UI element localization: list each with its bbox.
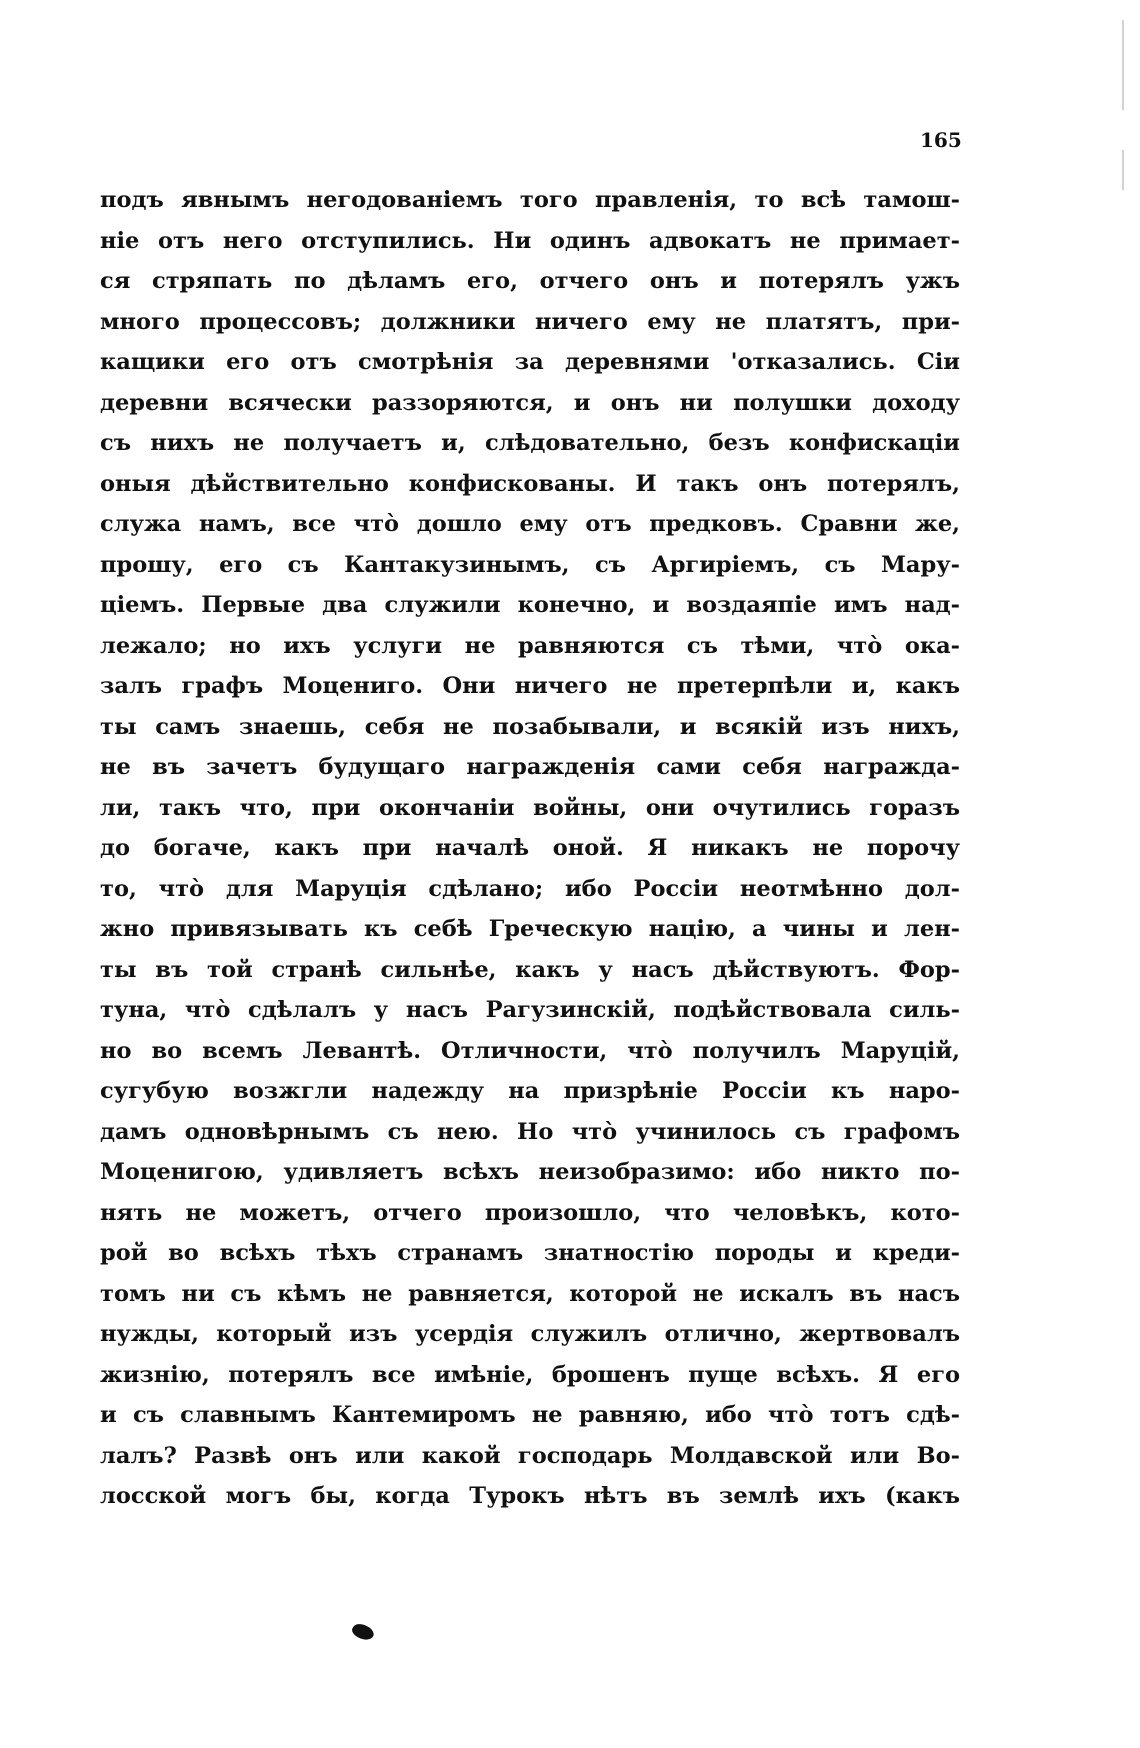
text-line: рой во всѣхъ тѣхъ странамъ знатностію породы и креди- bbox=[100, 1240, 960, 1266]
text-line: прошу, его съ Кантакузинымъ, съ Аргиріемъ, съ Мару- bbox=[100, 551, 960, 578]
body-text bbox=[100, 180, 960, 1517]
text-line: до богаче, какъ при началѣ оной. Я никакъ не порочу bbox=[100, 835, 960, 861]
text-line: сугубую возжгли надежду на призрѣніе Россіи къ наро- bbox=[100, 1078, 960, 1104]
text-line: залъ графъ Моцениго. Они ничего не претерпѣли и, какъ bbox=[100, 673, 960, 699]
text-line: съ нихъ не получаетъ и, слѣдовательно, безъ конфискаціи bbox=[100, 430, 960, 456]
page-number: 165 bbox=[920, 128, 962, 152]
text-line: не въ зачетъ будущаго награжденія сами себя награжда- bbox=[100, 754, 960, 780]
text-line: ціемъ. Первые два служили конечно, и воздаяпіе имъ над- bbox=[100, 592, 960, 618]
text-line: ся стряпать по дѣламъ его, отчего онъ и потерялъ ужъ bbox=[100, 268, 960, 294]
text-line: много процессовъ; должники ничего ему не платятъ, при- bbox=[100, 308, 960, 335]
text-line: подъ явнымъ негодованіемъ того правленія, то всѣ тамош- bbox=[100, 187, 960, 213]
text-line: ты самъ знаешь, себя не позабывали, и всякій изъ нихъ, bbox=[100, 713, 960, 740]
text-line: нужды, который изъ усердія служилъ отлично, жертвовалъ bbox=[100, 1321, 960, 1347]
text-line: жно привязывать къ себѣ Греческую націю, а чины и лен- bbox=[100, 916, 960, 942]
text-line: лалъ? Развѣ онъ или какой господарь Молдавской или Во- bbox=[100, 1442, 960, 1469]
text-line: оныя дѣйствительно конфискованы. И такъ онъ потерялъ, bbox=[100, 470, 960, 497]
text-line: лежало; но ихъ услуги не равняются съ тѣми, чтò ока- bbox=[100, 632, 960, 659]
text-line: и съ славнымъ Кантемиромъ не равняю, ибо чтò тотъ сдѣ- bbox=[100, 1402, 960, 1428]
text-line: то, чтò для Маруція сдѣлано; ибо Россіи неотмѣнно дол- bbox=[100, 875, 960, 902]
text-line: служа намъ, все чтò дошло ему отъ предковъ. Сравни же, bbox=[100, 511, 960, 537]
text-line: туна, чтò сдѣлалъ у насъ Рагузинскій, подѣйствовала силь- bbox=[100, 997, 960, 1023]
text-line: ли, такъ что, при окончаніи войны, они очутились горазъ bbox=[100, 794, 960, 821]
text-line: дамъ одновѣрнымъ съ нею. Но чтò учинилось съ графомъ bbox=[100, 1118, 960, 1145]
text-line: Моценигою, удивляетъ всѣхъ неизобразимо: ибо никто по- bbox=[100, 1159, 960, 1185]
scan-edge-mark bbox=[1122, 20, 1124, 110]
ink-blot-mark bbox=[350, 1621, 376, 1644]
text-line: деревни всячески раззоряются, и онъ ни полушки доходу bbox=[100, 389, 960, 416]
text-line: томъ ни съ кѣмъ не равняется, которой не искалъ въ насъ bbox=[100, 1280, 960, 1307]
text-line: ніе отъ него отступились. Ни одинъ адвокатъ не примает- bbox=[100, 227, 960, 254]
text-line: ты въ той странѣ сильнѣе, какъ у насъ дѣйствуютъ. Фор- bbox=[100, 956, 960, 983]
text-line: но во всемъ Левантѣ. Отличности, чтò получилъ Маруцій, bbox=[100, 1037, 960, 1064]
text-line: кащики его отъ смотрѣнія за деревнями 'отказались. Сіи bbox=[100, 349, 960, 375]
text-line: жизнію, потерялъ все имѣніе, брошенъ пуще всѣхъ. Я его bbox=[100, 1361, 960, 1388]
text-line: лосской могъ бы, когда Турокъ нѣтъ въ землѣ ихъ (какъ bbox=[100, 1483, 960, 1509]
scan-edge-mark bbox=[1122, 150, 1124, 190]
text-line: нять не можетъ, отчего произошло, что человѣкъ, кото- bbox=[100, 1199, 960, 1226]
